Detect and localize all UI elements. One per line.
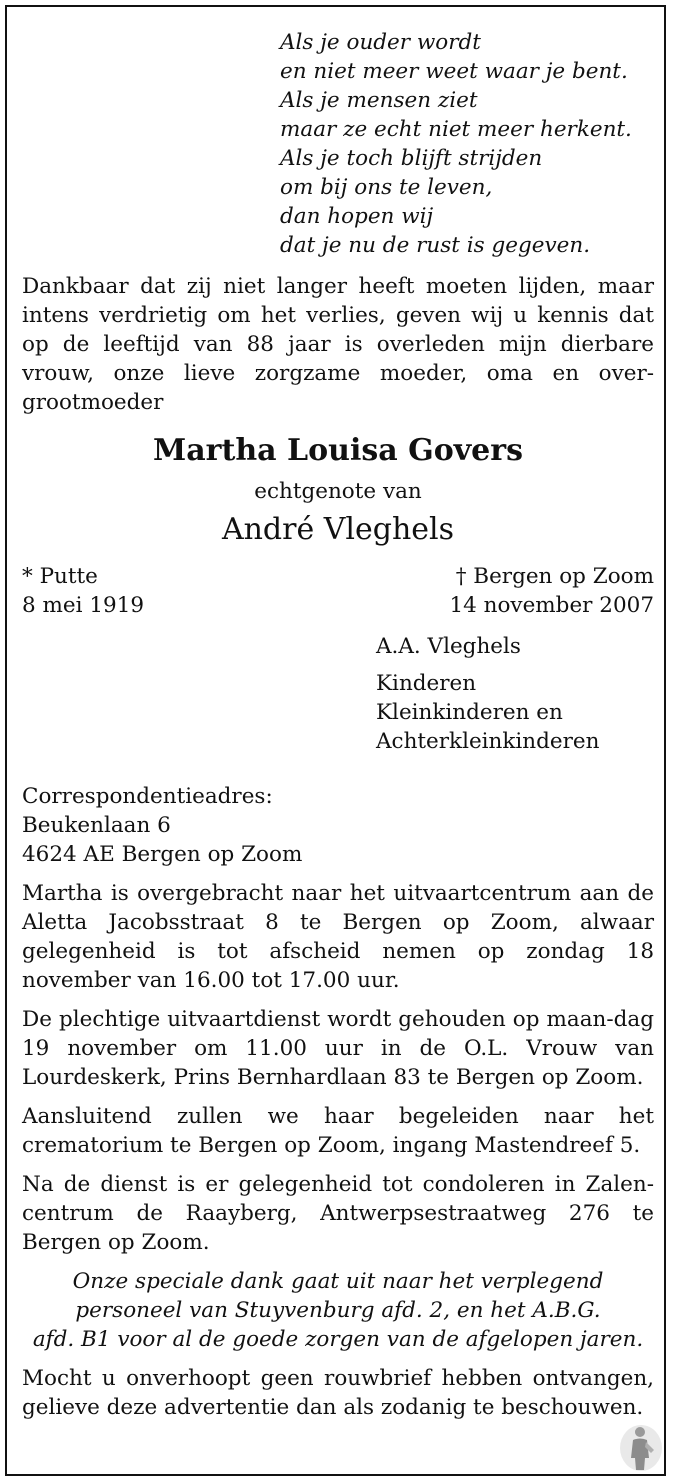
address-line: Correspondentieadres: bbox=[22, 784, 273, 809]
birth-info bbox=[22, 562, 144, 620]
paragraph-cremation: Aansluitend zullen we haar begeleiden naar het crematorium te Bergen op Zoom, ingang Mastendreef 5. bbox=[22, 1104, 654, 1158]
family-line: Kinderen bbox=[376, 671, 477, 696]
birth-date: 8 mei 1919 bbox=[22, 593, 145, 618]
poem-line: dan hopen wij bbox=[280, 204, 434, 229]
poem-line: en niet meer weet waar je bent. bbox=[280, 59, 628, 84]
death-place: † Bergen op Zoom bbox=[455, 564, 654, 589]
paragraph-viewing: Martha is overgebracht naar het uitvaartcentrum aan de Aletta Jacobsstraat 8 te Bergen op Zoom, alwaar gelegenheid is tot afscheid nemen op zondag 18 november van 16.00 tot 17.00 uur. bbox=[22, 881, 654, 993]
poem-line: Als je ouder wordt bbox=[280, 30, 481, 55]
address-line: Beukenlaan 6 bbox=[22, 813, 171, 838]
paragraph-condolences: Na de dienst is er gelegenheid tot condoleren in Zalen-centrum de Raayberg, Antwerpsestraatweg 276 te Bergen op Zoom. bbox=[22, 1172, 654, 1255]
poem-line: Als je mensen ziet bbox=[280, 88, 478, 113]
poem-line: om bij ons te leven, bbox=[280, 175, 493, 200]
thanks-note bbox=[22, 1267, 654, 1354]
poem-line: Als je toch blijft strijden bbox=[280, 146, 543, 171]
poem-line: dat je nu de rust is gegeven. bbox=[280, 233, 591, 258]
thanks-line: Onze speciale dank gaat uit naar het verplegend bbox=[72, 1269, 604, 1294]
birth-place: * Putte bbox=[22, 564, 98, 589]
address-line: 4624 AE Bergen op Zoom bbox=[22, 842, 303, 867]
person-silhouette-seal-icon bbox=[618, 1420, 664, 1472]
family-signature bbox=[376, 632, 654, 756]
correspondence-address bbox=[22, 782, 654, 869]
paragraph-service: De plechtige uitvaartdienst wordt gehouden op maan-dag 19 november om 11.00 uur in de O.L. Vrouw van Lourdeskerk, Prins Bernhardlaan 83 te Bergen op Zoom. bbox=[22, 1007, 654, 1090]
intro-text: Dankbaar dat zij niet langer heeft moeten lijden, maar intens verdrietig om het verlies, geven wij u kennis dat op de leeftijd van 88 jaar is overleden mijn dierbare vrouw, onze lieve zorgzame moeder, oma en over-grootmoeder bbox=[22, 274, 654, 415]
closing-text: Mocht u onverhoopt geen rouwbrief hebben ontvangen, gelieve deze advertentie dan als zodanig te beschouwen. bbox=[22, 1366, 654, 1420]
family-line: Kleinkinderen en bbox=[376, 700, 563, 725]
spouse-label: echtgenote van bbox=[254, 479, 422, 504]
death-date: 14 november 2007 bbox=[449, 593, 654, 618]
poem bbox=[280, 28, 654, 260]
death-info bbox=[449, 562, 654, 620]
poem-line: maar ze echt niet meer herkent. bbox=[280, 117, 632, 142]
deceased-name: Martha Louisa Govers bbox=[153, 433, 523, 468]
thanks-line: afd. B1 voor al de goede zorgen van de afgelopen jaren. bbox=[32, 1327, 644, 1352]
spouse-name: André Vleghels bbox=[221, 512, 455, 547]
family-line: Achterkleinkinderen bbox=[376, 729, 600, 754]
family-first: A.A. Vleghels bbox=[376, 634, 521, 659]
obituary-notice bbox=[22, 28, 654, 1422]
life-dates bbox=[22, 562, 654, 620]
thanks-line: personeel van Stuyvenburg afd. 2, en het A.B.G. bbox=[75, 1298, 601, 1323]
